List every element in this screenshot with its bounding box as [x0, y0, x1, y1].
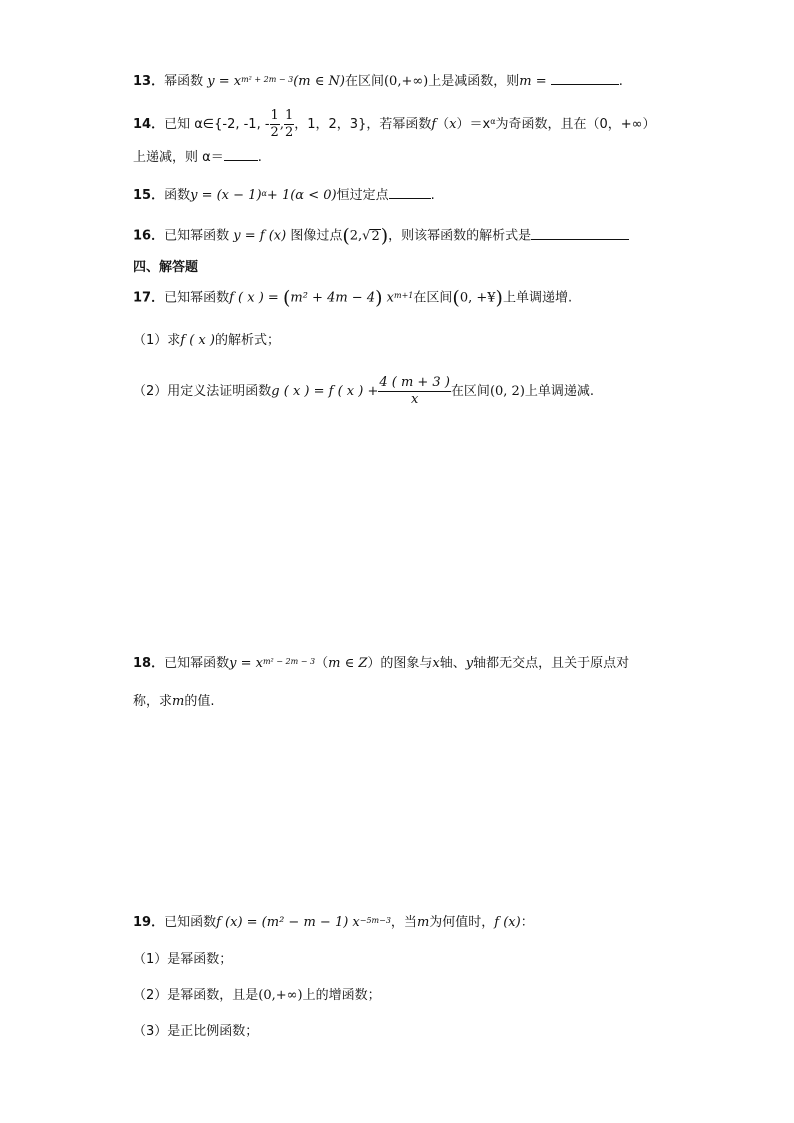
question-19 — [133, 913, 534, 933]
q14-text: 为奇函数，且在（0，+∞） — [495, 117, 656, 132]
paren: ( — [282, 287, 291, 309]
question-19-part2 — [133, 986, 381, 1006]
question-17-part2 — [133, 374, 594, 410]
q13-var: m = — [519, 74, 547, 89]
q15-text: 函数 — [164, 188, 191, 203]
section-heading: 四、解答题 — [133, 260, 199, 275]
question-number: 13． — [133, 74, 165, 89]
q17-coeff: m² + 4m − 4 — [290, 290, 376, 306]
question-18 — [133, 654, 629, 674]
q17-base: x — [382, 290, 394, 306]
period: . — [257, 150, 262, 165]
q18-condition: m ∈ Z — [328, 656, 368, 671]
q17-fx: f ( x ) — [180, 333, 215, 348]
period: . — [430, 188, 435, 203]
answer-blank[interactable] — [389, 186, 431, 199]
fraction-half: $\frac{1}{2}$ — [284, 108, 294, 140]
paren: ) — [380, 225, 389, 247]
q16-text: 已知幂函数 — [164, 228, 230, 244]
q19-interval: (0,+∞) — [258, 988, 303, 1003]
q14-text: ，1，2，3}，若幂函数 — [294, 117, 432, 132]
question-17-part1 — [133, 331, 280, 351]
q17-fraction: $\frac{4 ( m + 3 )}{x}$ — [379, 375, 450, 407]
q17-part-label: （2）用定义法证明函数 — [133, 384, 272, 399]
question-16 — [133, 226, 629, 247]
q19-text: （2）是幂函数，且是 — [133, 988, 259, 1003]
q17-gx: g ( x ) = f ( x ) + — [271, 384, 379, 399]
period: . — [618, 74, 623, 89]
question-19-part1: （1）是幂函数； — [133, 952, 233, 967]
q19-text: 为何值时， — [429, 915, 495, 930]
q17-part-label: （1）求 — [133, 333, 181, 348]
q18-text: ）的图象与 — [367, 656, 433, 671]
question-number: 16． — [133, 228, 165, 244]
q14-text: 上递减，则 α＝ — [133, 150, 224, 165]
q14-exponent: α — [490, 117, 496, 126]
q13-text: 上是减函数，则 — [428, 74, 520, 89]
q17-text: 在区间 — [413, 290, 453, 306]
q14-x: x — [449, 117, 457, 132]
q13-formula: $y = x^{m^2 + 2m - 3}(m$ ∈ N) — [207, 74, 345, 89]
q17-formula: f ( x ) = — [229, 290, 283, 306]
q17-interval: (0, 2) — [489, 384, 525, 399]
q16-text: ，则该幂函数的解析式是 — [388, 228, 532, 244]
q13-interval: (0,+∞) — [383, 74, 429, 89]
q18-text: （ — [315, 656, 329, 671]
sqrt-symbol: √ — [362, 228, 371, 244]
q18-exponent: m² − 2m − 3 — [262, 657, 316, 666]
q17-text: 上单调递增. — [502, 290, 573, 306]
q13-text: 在区间 — [344, 74, 384, 89]
q18-text: 轴、 — [439, 656, 466, 671]
answer-blank[interactable] — [224, 148, 258, 161]
question-19-part3: （3）是正比例函数； — [133, 1024, 259, 1039]
q19-m: m — [416, 915, 430, 930]
q19-text: ： — [520, 915, 534, 930]
q17-text: 上单调递减. — [524, 384, 595, 399]
q13-text: 幂函数 — [164, 74, 204, 89]
q19-text: 已知函数 — [164, 915, 217, 930]
question-15 — [133, 186, 435, 206]
q18-x: x — [432, 656, 440, 671]
paren: ) — [495, 287, 503, 309]
q17-text: 的解析式； — [214, 333, 280, 348]
q19-exponent: −5m−3 — [359, 916, 391, 925]
q16-formula: y = f (x) — [233, 228, 287, 244]
q19-text: ，当 — [390, 915, 417, 930]
question-13 — [133, 72, 623, 92]
q14-text: （ — [436, 117, 450, 132]
q15-formula: $y = (x - 1)^\alpha+ 1(\alpha < 0)$ — [190, 188, 337, 203]
q15-text: 恒过定点 — [336, 188, 389, 203]
q18-text: 的值. — [184, 694, 215, 709]
q17-exponent: m+1 — [394, 291, 414, 300]
question-18-line2 — [133, 692, 214, 712]
q14-f: f — [431, 117, 437, 132]
q18-text: 已知幂函数 — [164, 656, 230, 671]
q16-point-y: 2 — [371, 228, 380, 244]
q19-formula: f (x) = (m² − m − 1) x — [216, 915, 360, 930]
paren: ) — [375, 287, 383, 309]
q14-text: ）＝x — [456, 117, 491, 132]
q19-text: 上的增函数； — [302, 988, 381, 1003]
q16-point-x: 2, — [349, 228, 363, 244]
q16-text: 图像过点 — [290, 228, 343, 244]
comma: , — [279, 117, 284, 132]
paren: ( — [452, 287, 460, 309]
question-14 — [133, 108, 656, 141]
question-17 — [133, 288, 572, 309]
q18-text: 轴都无交点，且关于原点对 — [473, 656, 630, 671]
q17-text: 在区间 — [450, 384, 490, 399]
q18-m: m — [172, 694, 185, 709]
q18-formula: y = x — [229, 656, 263, 671]
fraction-neg-half: $\frac{1}{2}$ — [270, 108, 279, 140]
question-number: 17． — [133, 290, 165, 306]
answer-blank[interactable] — [551, 72, 619, 85]
question-number: 15． — [133, 188, 165, 203]
answer-blank[interactable] — [531, 227, 629, 240]
q18-text: 称，求 — [133, 694, 173, 709]
q14-text: 已知 α∈{-2, -1, - — [164, 117, 270, 132]
paren: ( — [342, 225, 350, 247]
q17-interval: 0, +¥ — [459, 290, 496, 306]
question-14-line2 — [133, 148, 262, 168]
q18-y: y — [465, 656, 474, 671]
q17-text: 已知幂函数 — [164, 290, 230, 306]
question-number: 18． — [133, 656, 165, 671]
q19-fx: f (x) — [494, 915, 521, 930]
question-number: 19． — [133, 915, 165, 930]
question-number: 14． — [133, 117, 165, 132]
